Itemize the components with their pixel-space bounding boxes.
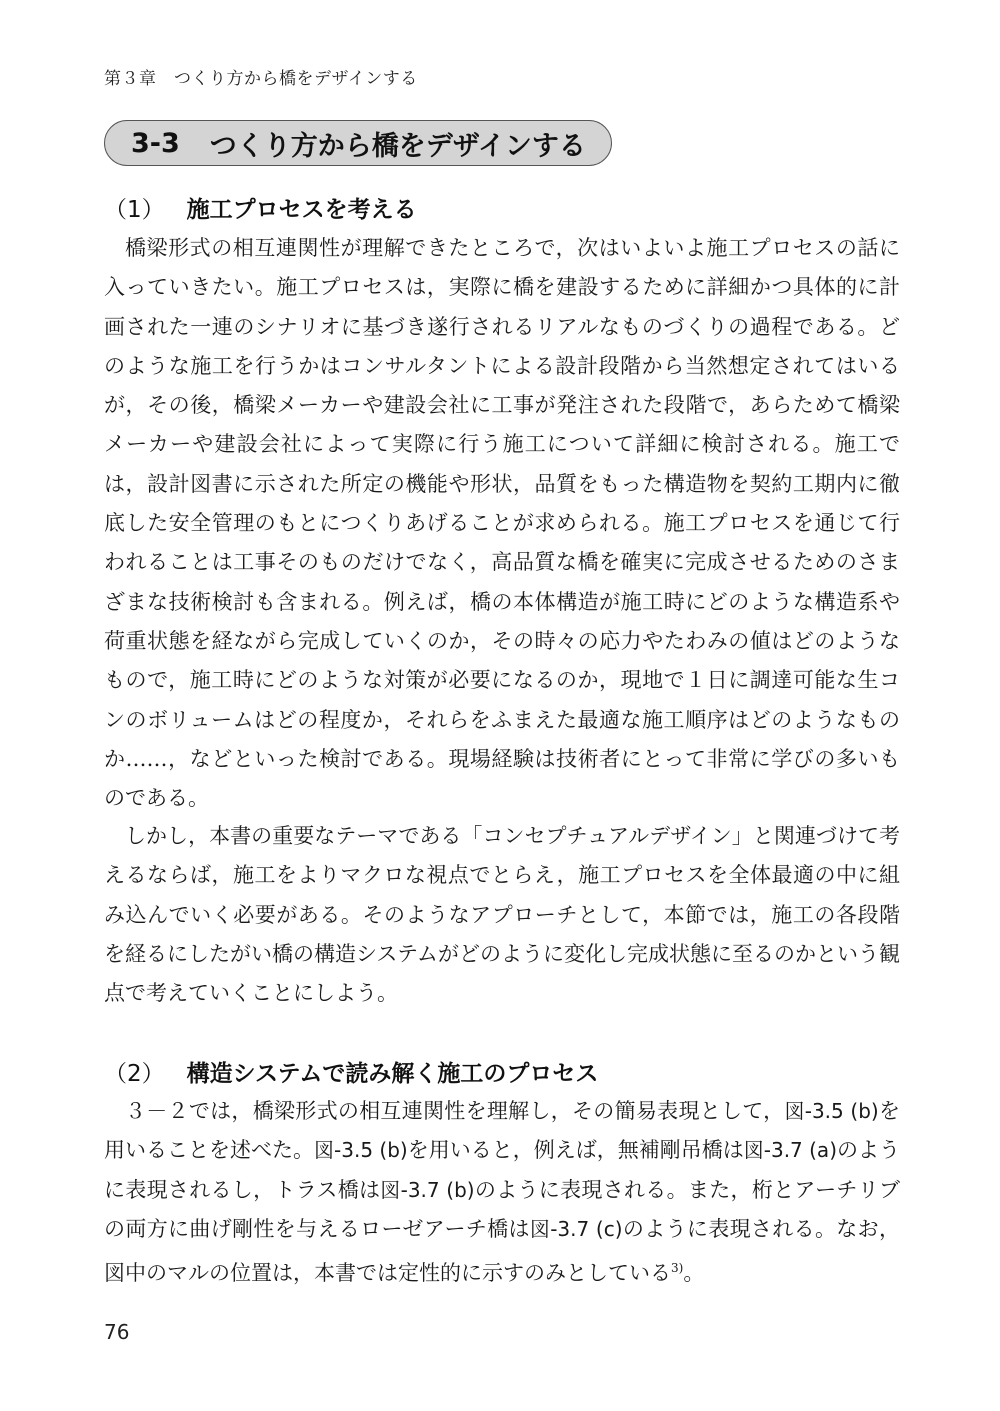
paragraph-3-text-6: のように表現される。なお，図中のマルの位置は，本書では定性的に示すのみとしている [104,1216,900,1286]
section-number: 3-3 [131,127,180,159]
paragraph-3-text-1: ３－２では，橋梁形式の相互連関性を理解し，その簡易表現として， [125,1099,785,1123]
figure-reference-3-7a: 図-3.7 (a) [743,1138,837,1163]
section-title: つくり方から橋をデザインする [209,130,586,162]
figure-reference-3-7b: 図-3.7 (b) [380,1177,475,1202]
citation-marker: 3) [671,1261,684,1276]
subsection-2-heading [104,1055,598,1088]
section-heading-banner [104,120,612,166]
subsection-1-heading [104,191,417,224]
paragraph-3 [104,1092,900,1293]
paragraph-3-text-4: のように表現されるし，トラス橋は [104,1138,901,1202]
paragraph-3-text-2: を用いることを述べた。 [104,1099,901,1163]
page-number: 76 [104,1320,130,1344]
paragraph-3-text-7: 。 [683,1261,705,1286]
paragraph-3-text-3: を用いると，例えば，無補剛吊橋は [407,1138,744,1163]
subsection-2-title: 構造システムで読み解く施工のプロセス [186,1061,599,1087]
figure-reference-3-7c: 図-3.7 (c) [529,1216,623,1241]
figure-reference-3-5b: 図-3.5 (b) [784,1099,879,1123]
running-head: 第３章 つくり方から橋をデザインする [104,69,418,89]
paragraph-2: しかし，本書の重要なテーマである「コンセプチュアルデザイン」と関連づけて考えるならば，施工をよりマクロな視点でとらえ，施工プロセスを全体最適の中に組み込んでいく必要がある。そのようなアプローチとして，本節では，施工の各段階を経るにしたがい橋の構造システムがどのように変化し完成状態に至るのかという観点で考えていくことにしよう。 [104,824,900,1006]
subsection-2-number: （2） [104,1061,165,1087]
paragraph-1: 橋梁形式の相互連関性が理解できたところで，次はいよいよ施工プロセスの話に入っていきたい。施工プロセスは，実際に橋を建設するために詳細かつ具体的に計画された一連のシナリオに基づき遂行されるリアルなものづくりの過程である。どのような施工を行うかはコンサルタントによる設計段階から当然想定されてはいるが，その後，橋梁メーカーや建設会社に工事が発注された段階で，あらためて橋梁メーカーや建設会社によって実際に行う施工について詳細に検討される。施工では，設計図書に示された所定の機能や形状，品質をもった構造物を契約工期内に徹底した安全管理のもとにつくりあげることが求められる。施工プロセスを通じて行われることは工事そのものだけでなく，高品質な橋を確実に完成させるためのさまざまな技術検討も含まれる。例えば，橋の本体構造が施工時にどのような構造系や荷重状態を経ながら完成していくのか，その時々の応力やたわみの値はどのようなもので，施工時にどのような対策が必要になるのか，現地で１日に調達可能な生コンのボリュームはどの程度か，それらをふまえた最適な施工順序はどのようなものか……，などといった検討である。現場経験は技術者にとって非常に学びの多いものである。 [104,236,900,811]
paragraph-3-text-5: のように表現される。また，桁とアーチリブの両方に曲げ剛性を与えるローゼアーチ橋は [104,1177,900,1241]
subsection-1-number: （1） [104,197,165,223]
subsection-1-title: 施工プロセスを考える [186,197,417,223]
figure-reference-3-5b: 図-3.5 (b) [314,1138,408,1163]
